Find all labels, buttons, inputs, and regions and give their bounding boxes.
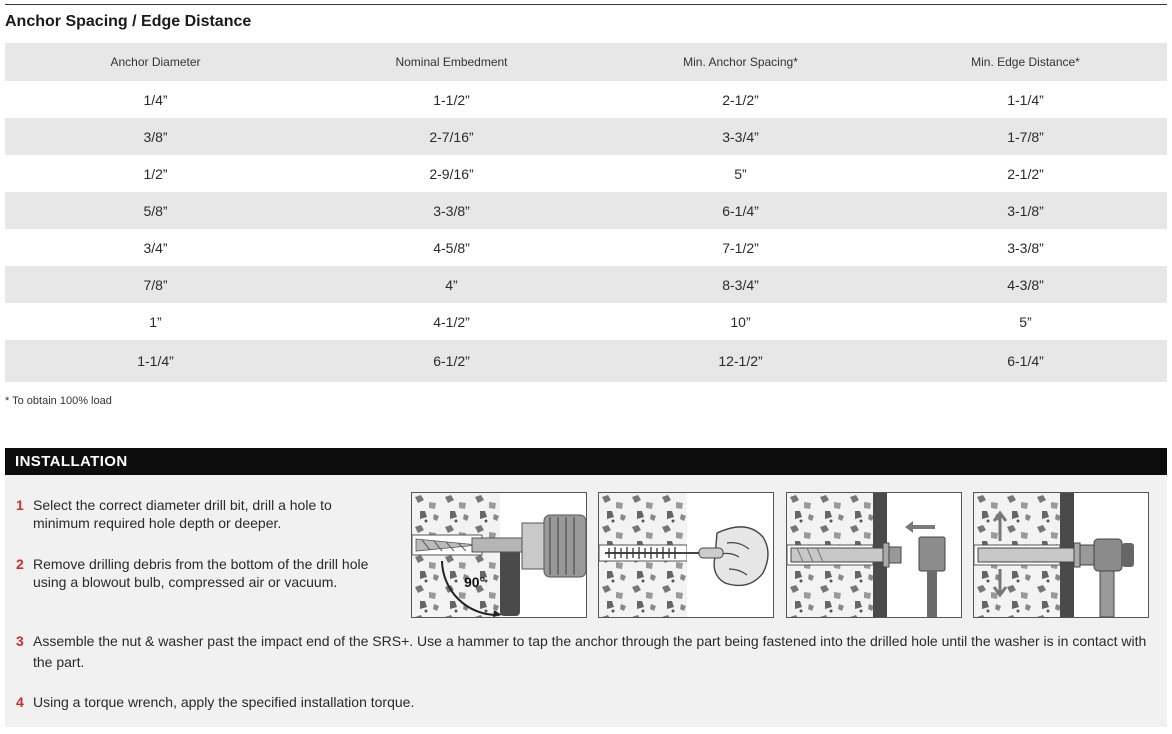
cell: 1-1/4”: [1007, 91, 1044, 108]
cell: 1-1/4”: [5, 340, 306, 382]
table-row: [5, 229, 1167, 266]
cell: 6-1/4”: [884, 340, 1167, 382]
cell: 6-1/4”: [597, 192, 884, 229]
cell: 2-1/2”: [1007, 165, 1044, 182]
cell: 3/4”: [143, 239, 168, 256]
cell: 7/8”: [5, 266, 306, 303]
figure-clean: [598, 492, 774, 618]
table-header-row: [5, 43, 1167, 81]
cell: 2-9/16”: [429, 165, 474, 182]
cell: 1-1/2”: [433, 91, 470, 108]
cell: 1/2”: [143, 165, 168, 182]
step-number: 4: [16, 694, 24, 710]
table-row: [5, 266, 1167, 303]
step-text: Using a torque wrench, apply the specified installation torque.: [33, 694, 415, 710]
cell: 4-5/8”: [433, 239, 470, 256]
figure-hammer: [786, 492, 962, 618]
header-nominal-embedment: Nominal Embedment: [306, 43, 597, 81]
section-title: Anchor Spacing / Edge Distance: [5, 13, 252, 30]
header-anchor-diameter: Anchor Diameter: [5, 43, 306, 81]
cell: 3-3/8”: [306, 192, 597, 229]
spacing-table: [5, 43, 1167, 382]
table-row: [5, 303, 1167, 340]
cell: 3-1/8”: [884, 192, 1167, 229]
cell: 3/8”: [5, 118, 306, 155]
cell: 5”: [734, 165, 747, 182]
header-min-anchor-spacing: Min. Anchor Spacing*: [597, 43, 884, 81]
cell: 4-1/2”: [433, 313, 470, 330]
cell: 4”: [306, 266, 597, 303]
cell: 1-7/8”: [884, 118, 1167, 155]
step-4: [16, 693, 1156, 711]
figure-torque: [973, 492, 1149, 618]
footnote: * To obtain 100% load: [5, 395, 112, 407]
step-text: Assemble the nut & washer past the impact end of the SRS+. Use a hammer to tap the anchor through the part being fastened into the drilled hole until the washer is in contact with the part.: [33, 633, 1147, 670]
table-row: [5, 340, 1167, 382]
table-row: [5, 81, 1167, 118]
cell: 1”: [149, 313, 162, 330]
cell: 3-3/8”: [1007, 239, 1044, 256]
cell: 3-3/4”: [597, 118, 884, 155]
cell: 10”: [730, 313, 751, 330]
step-3: [16, 631, 1156, 673]
top-divider: [5, 4, 1167, 5]
figure-drill: [411, 492, 587, 618]
cell: 2-7/16”: [306, 118, 597, 155]
cell: 5”: [1019, 313, 1032, 330]
table-row: [5, 192, 1167, 229]
cell: 4-3/8”: [884, 266, 1167, 303]
step-2: [16, 555, 378, 591]
cell: 12-1/2”: [597, 340, 884, 382]
step-1: [16, 496, 378, 532]
step-number: 1: [16, 497, 24, 513]
table-row: [5, 118, 1167, 155]
cell: 8-3/4”: [597, 266, 884, 303]
cell: 5/8”: [5, 192, 306, 229]
cell: 7-1/2”: [722, 239, 759, 256]
cell: 2-1/2”: [722, 91, 759, 108]
cell: 1/4”: [143, 91, 168, 108]
installation-title: INSTALLATION: [15, 453, 128, 470]
step-text: Select the correct diameter drill bit, drill a hole to minimum required hole depth or deeper.: [33, 497, 332, 531]
step-text: Remove drilling debris from the bottom of the drill hole using a blowout bulb, compressed air or vacuum.: [33, 556, 369, 590]
cell: 6-1/2”: [306, 340, 597, 382]
header-min-edge-distance: Min. Edge Distance*: [884, 43, 1167, 81]
step-number: 2: [16, 556, 24, 572]
table-row: [5, 155, 1167, 192]
installation-header-bar: [5, 448, 1167, 475]
angle-label: 90°: [464, 574, 486, 590]
step-number: 3: [16, 633, 24, 649]
